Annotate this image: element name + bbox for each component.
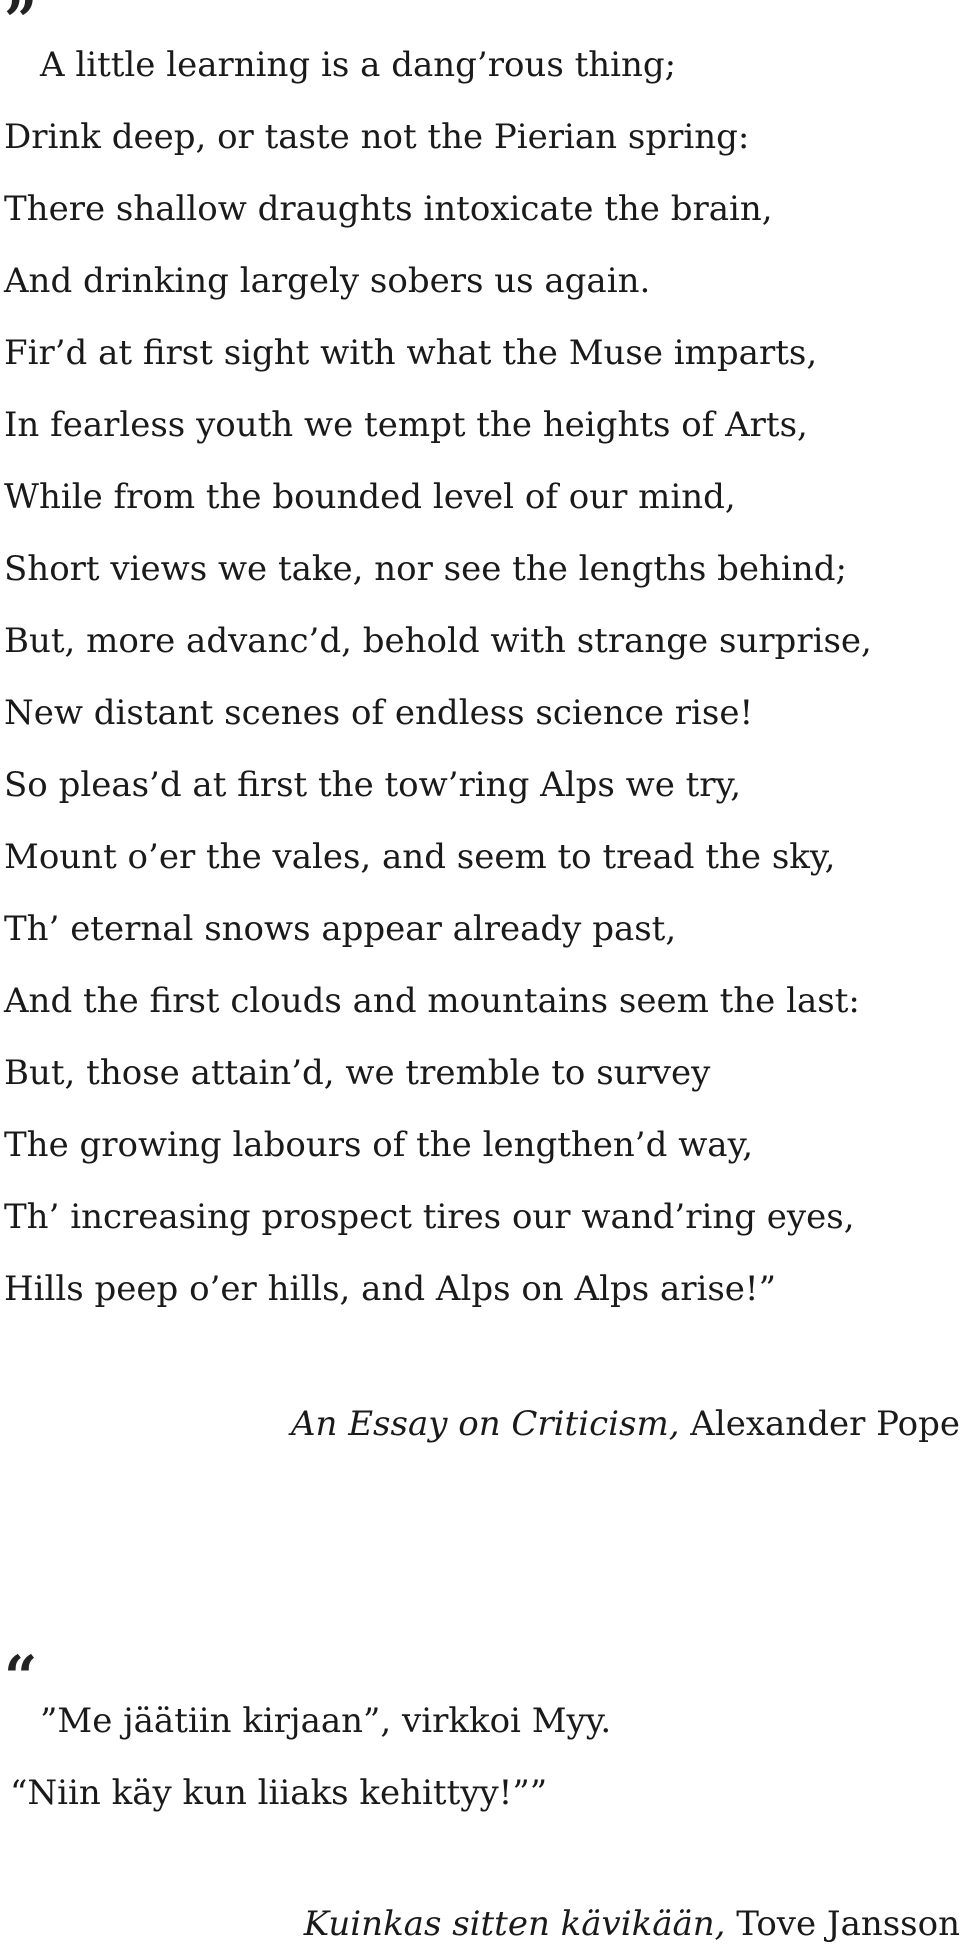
work-title: Kuinkas sitten kävikään, xyxy=(303,1904,726,1944)
poem-line: And drinking largely sobers us again. xyxy=(4,261,651,301)
poem-line: “Niin käy kun liiaks kehittyy!”” xyxy=(10,1773,548,1813)
pope-attribution xyxy=(291,1404,960,1444)
jansson-poem xyxy=(4,1690,954,1834)
pope-poem xyxy=(4,34,954,1330)
poem-line: A little learning is a dang’rous thing; xyxy=(40,45,677,85)
poem-line: There shallow draughts intoxicate the brain, xyxy=(4,189,773,229)
jansson-attribution xyxy=(304,1904,960,1944)
poem-line: In fearless youth we tempt the heights of Arts, xyxy=(4,405,808,445)
poem-line: ”Me jäätiin kirjaan”, virkkoi Myy. xyxy=(40,1701,612,1741)
closing-quote-mark-icon: ” xyxy=(4,0,38,55)
poem-line: New distant scenes of endless science rise! xyxy=(4,693,754,733)
author-name: Alexander Pope xyxy=(679,1404,960,1444)
work-title: An Essay on Criticism, xyxy=(290,1404,680,1444)
poem-line: So pleas’d at first the tow’ring Alps we try, xyxy=(4,765,742,805)
poem-line: While from the bounded level of our mind, xyxy=(4,477,736,517)
poem-line: But, more advanc’d, behold with strange surprise, xyxy=(4,621,872,661)
opening-quote-mark-icon: “ xyxy=(4,1643,38,1711)
poem-line: Mount o’er the vales, and seem to tread the sky, xyxy=(4,837,836,877)
poem-line: The growing labours of the lengthen’d way, xyxy=(4,1125,754,1165)
poem-line: Fir’d at first sight with what the Muse imparts, xyxy=(4,333,818,373)
poem-line: Hills peep o’er hills, and Alps on Alps arise!” xyxy=(4,1269,776,1309)
poem-line: Th’ increasing prospect tires our wand’ring eyes, xyxy=(4,1197,855,1237)
poem-line: But, those attain’d, we tremble to survey xyxy=(4,1053,711,1093)
author-name: Tove Jansson xyxy=(725,1904,960,1944)
poem-line: Short views we take, nor see the lengths behind; xyxy=(4,549,847,589)
poem-line: Th’ eternal snows appear already past, xyxy=(4,909,677,949)
poem-line: Drink deep, or taste not the Pierian spring: xyxy=(4,117,750,157)
poem-line: And the first clouds and mountains seem the last: xyxy=(4,981,860,1021)
